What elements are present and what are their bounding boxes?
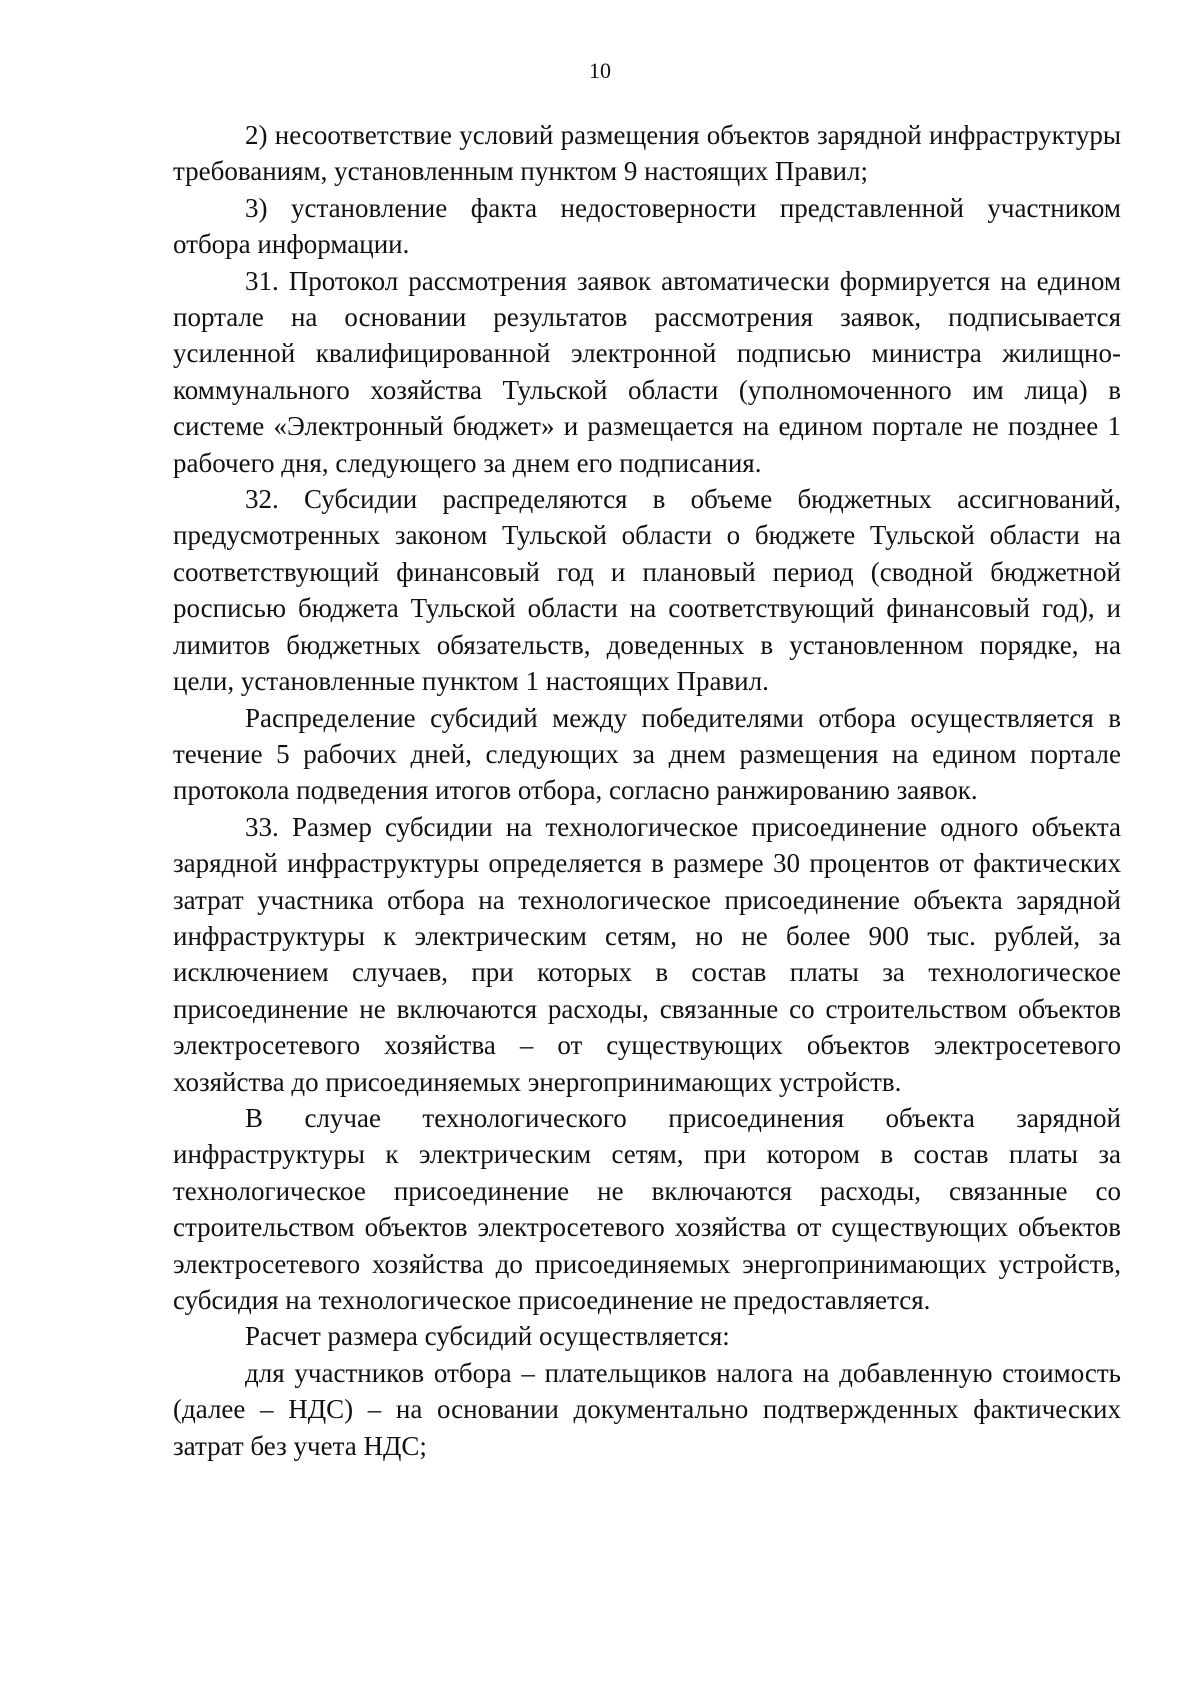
paragraph-33: 33. Размер субсидии на технологическое присоединение одного объекта зарядной инфраструктуры определяется в размере 30 процентов от фактических затрат участника отбора на технологическое присоединение объекта зарядной инфраструктуры к электрическим сетям, но не более 900 тыс. рублей, за исключением случаев, при которых в состав платы за технологическое присоединение не включаются расходы, связанные со строительством объектов электросетевого хозяйства – от существующих объектов электросетевого хозяйства до присоединяемых энергопринимающих устройств. xyxy=(173,811,1121,1097)
paragraph-31: 31. Протокол рассмотрения заявок автоматически формируется на едином портале на основании результатов рассмотрения заявок, подписывается усиленной квалифицированной электронной подписью министра жилищно-коммунального хозяйства Тульской области (уполномоченного им лица) в системе «Электронный бюджет» и размещается на едином портале не позднее 1 рабочего дня, следующего за днем его подписания. xyxy=(173,265,1121,478)
paragraph-vat-payers: для участников отбора – плательщиков налога на добавленную стоимость (далее – НДС) – на основании документально подтвержденных фактических затрат без учета НДС; xyxy=(173,1357,1121,1461)
paragraph-calculation-intro: Расчет размера субсидий осуществляется: xyxy=(245,1321,730,1352)
paragraph-32-distribution: Распределение субсидий между победителями отбора осуществляется в течение 5 рабочих дней, следующих за днем размещения на едином портале протокола подведения итогов отбора, согласно ранжированию заявок. xyxy=(173,702,1121,806)
paragraph-32: 32. Субсидии распределяются в объеме бюджетных ассигнований, предусмотренных законом Тульской области о бюджете Тульской области на соответствующий финансовый год и плановый период (сводной бюджетной росписью бюджета Тульской области на соответствующий финансовый год), и лимитов бюджетных обязательств, доведенных в установленном порядке, на цели, установленные пунктом 1 настоящих Правил. xyxy=(173,484,1121,697)
paragraph-item-3: 3) установление факта недостоверности представленной участником отбора информации. xyxy=(173,192,1121,260)
paragraph-item-2: 2) несоответствие условий размещения объектов зарядной инфраструктуры требованиям, установленным пунктом 9 настоящих Правил; xyxy=(173,120,1121,187)
document-body xyxy=(173,117,1121,1464)
page-number: 10 xyxy=(589,58,611,83)
paragraph-33-exception: В случае технологического присоединения объекта зарядной инфраструктуры к электрическим сетям, при котором в состав платы за технологическое присоединение не включаются расходы, связанные со строительством объектов электросетевого хозяйства от существующих объектов электросетевого хозяйства до присоединяемых энергопринимающих устройств, субсидия на технологическое присоединение не предоставляется. xyxy=(173,1102,1121,1315)
